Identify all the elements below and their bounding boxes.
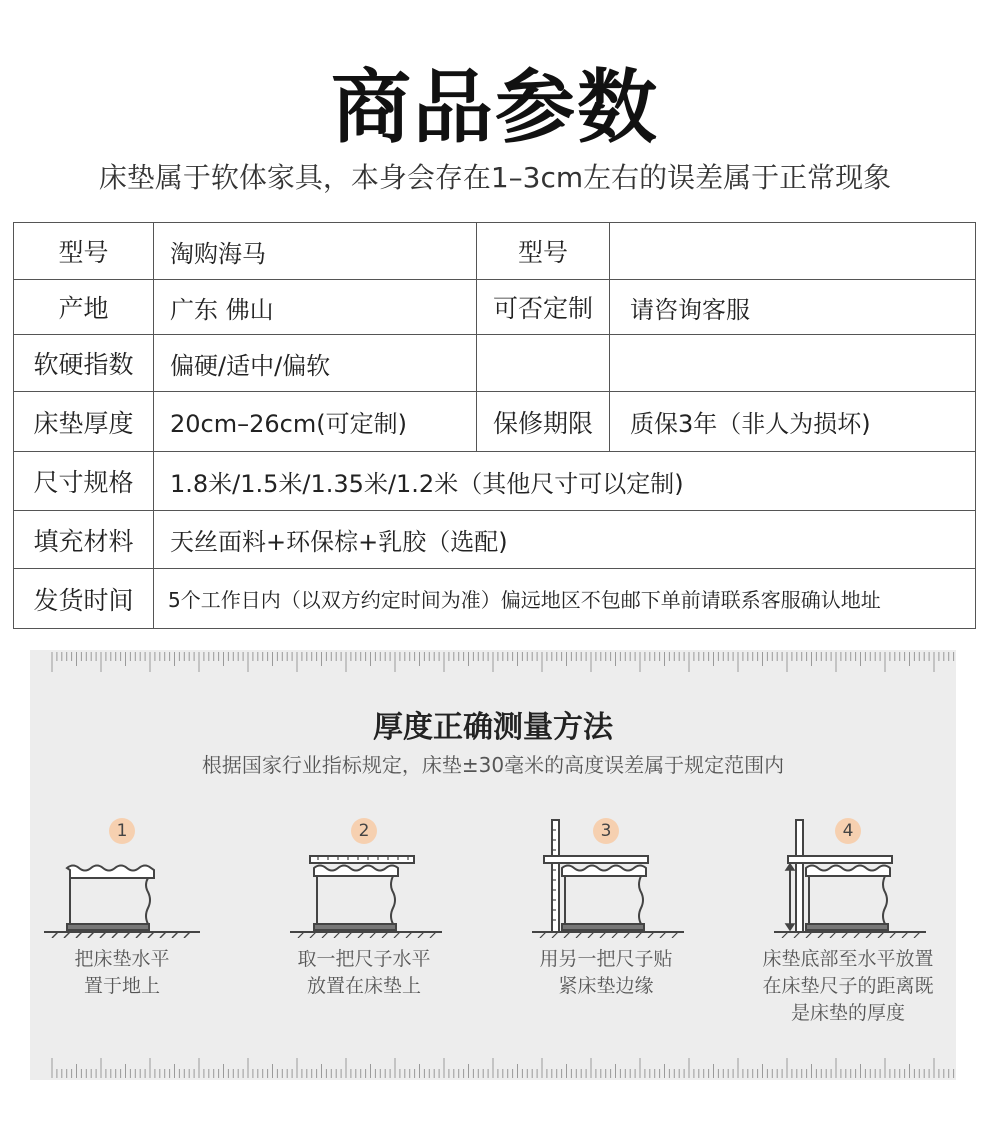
- spec-key: 床垫厚度: [14, 392, 154, 452]
- step-number-badge: 2: [351, 818, 377, 844]
- table-row: [14, 223, 976, 280]
- table-row: [14, 280, 976, 335]
- step-2: [254, 818, 474, 1048]
- spec-value: 偏硬/适中/偏软: [154, 335, 477, 392]
- spec-key: 产地: [14, 280, 154, 335]
- spec-key: [477, 335, 610, 392]
- spec-value: 20cm–26cm(可定制): [154, 392, 477, 452]
- spec-key: 型号: [477, 223, 610, 280]
- ruler-top: [30, 650, 956, 690]
- spec-table: [13, 222, 976, 629]
- measure-guide-panel: [30, 650, 956, 1080]
- step-number-badge: 3: [593, 818, 619, 844]
- spec-key: 可否定制: [477, 280, 610, 335]
- spec-value: [610, 335, 976, 392]
- spec-value: 1.8米/1.5米/1.35米/1.2米（其他尺寸可以定制): [154, 452, 976, 511]
- spec-value: 5个工作日内（以双方约定时间为准）偏远地区不包邮下单前请联系客服确认地址: [154, 569, 976, 629]
- spec-value: 广东 佛山: [154, 280, 477, 335]
- spec-key: 填充材料: [14, 511, 154, 569]
- spec-value: 淘购海马: [154, 223, 477, 280]
- page-title: 商品参数: [331, 61, 659, 154]
- table-row: [14, 569, 976, 629]
- step-number-badge: 4: [835, 818, 861, 844]
- page-subtitle: 床垫属于软体家具，本身会存在1–3cm左右的误差属于正常现象: [98, 161, 892, 194]
- spec-key: 保修期限: [477, 392, 610, 452]
- ruler-bottom: [30, 1040, 956, 1080]
- step-1: [12, 818, 232, 1048]
- step-caption: 把床垫水平 置于地上: [74, 948, 170, 997]
- spec-value: 天丝面料+环保棕+乳胶（选配): [154, 511, 976, 569]
- spec-key: 型号: [14, 223, 154, 280]
- step-caption: 用另一把尺子贴 紧床垫边缘: [539, 948, 673, 997]
- table-row: [14, 335, 976, 392]
- spec-key: 软硬指数: [14, 335, 154, 392]
- spec-value: 质保3年（非人为损坏): [610, 392, 976, 452]
- spec-value: 请咨询客服: [610, 280, 976, 335]
- table-row: [14, 392, 976, 452]
- step-number-badge: 1: [109, 818, 135, 844]
- spec-key: 尺寸规格: [14, 452, 154, 511]
- step-caption: 取一把尺子水平 放置在床垫上: [297, 948, 431, 997]
- step-caption: 床垫底部至水平放置 在床垫尺子的距离既 是床垫的厚度: [762, 948, 934, 1024]
- spec-key: 发货时间: [14, 569, 154, 629]
- guide-title: 厚度正确测量方法: [373, 710, 613, 745]
- table-row: [14, 452, 976, 511]
- step-4: [738, 818, 958, 1048]
- guide-subtitle: 根据国家行业指标规定，床垫±30毫米的高度误差属于规定范围内: [201, 753, 785, 777]
- spec-value: [610, 223, 976, 280]
- table-row: [14, 511, 976, 569]
- step-3: [496, 818, 716, 1048]
